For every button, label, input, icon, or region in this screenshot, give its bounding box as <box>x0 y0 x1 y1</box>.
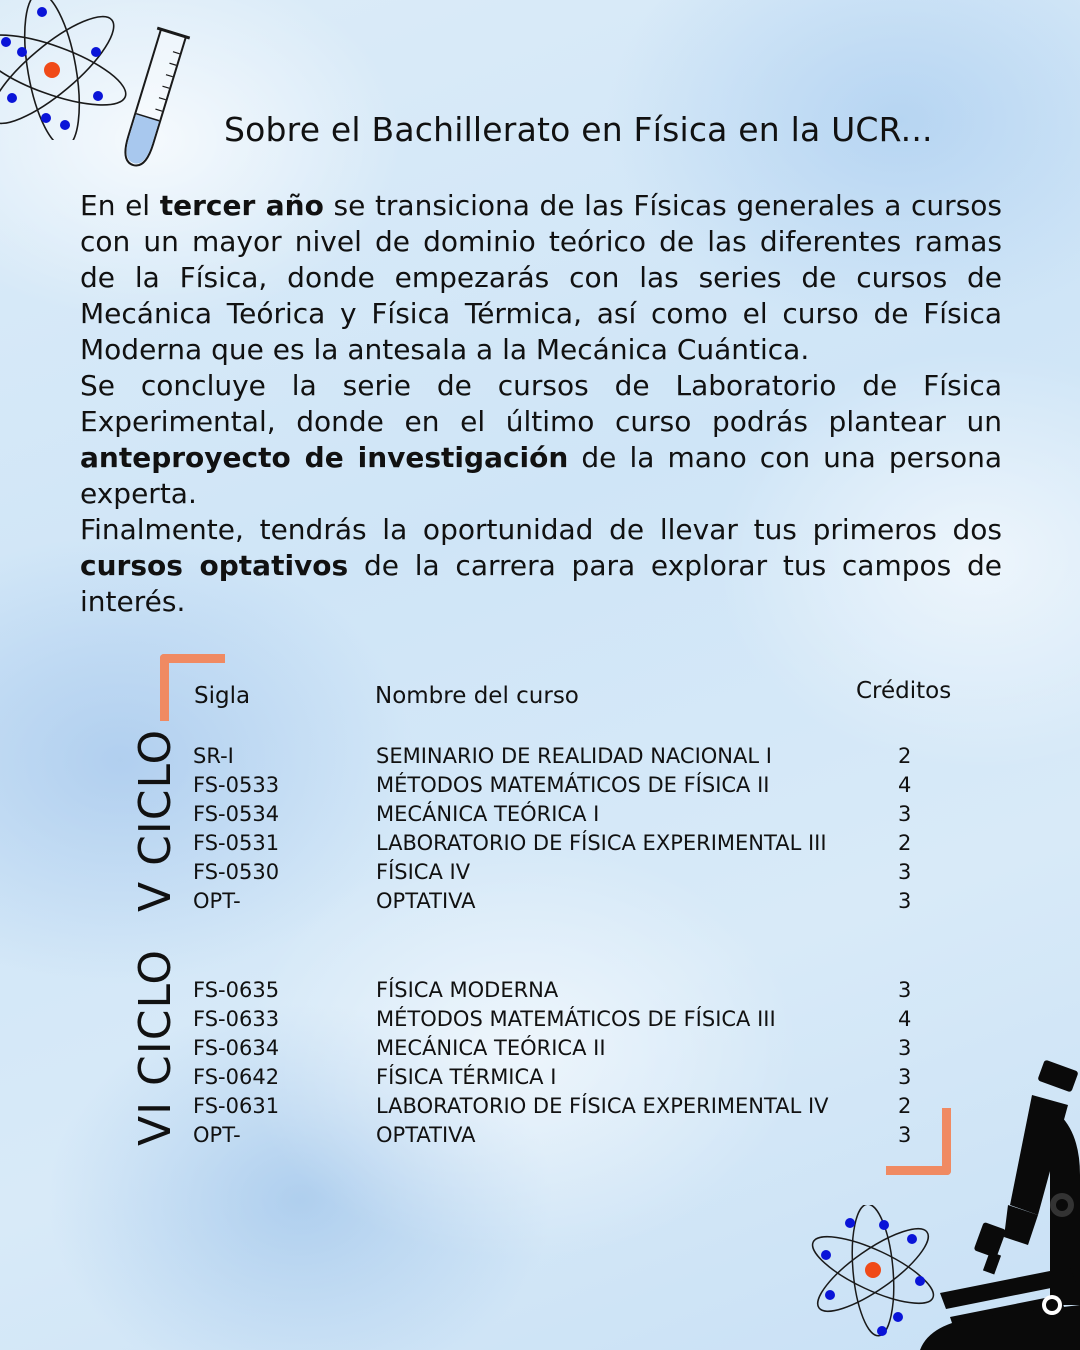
course-name: FÍSICA IV <box>376 860 471 884</box>
cycle-label-vi: VI CICLO <box>130 948 181 1146</box>
table-row <box>0 831 1080 860</box>
table-row <box>0 802 1080 831</box>
course-credits: 3 <box>898 1065 912 1089</box>
table-row <box>0 1065 1080 1094</box>
header-course-name: Nombre del curso <box>375 683 579 709</box>
intro-p2-text-b: de la mano con una persona experta. <box>80 441 1002 510</box>
course-code: OPT- <box>193 1123 241 1147</box>
page-title: Sobre el Bachillerato en Física en la UCR... <box>224 110 933 149</box>
course-code: SR-I <box>193 744 234 768</box>
table-row <box>0 860 1080 889</box>
course-name: FÍSICA TÉRMICA I <box>376 1065 557 1089</box>
table-row <box>0 1036 1080 1065</box>
course-code: FS-0530 <box>193 860 280 884</box>
table-row <box>0 978 1080 1007</box>
course-name: LABORATORIO DE FÍSICA EXPERIMENTAL III <box>376 831 827 855</box>
course-name: MÉTODOS MATEMÁTICOS DE FÍSICA III <box>376 1007 776 1031</box>
intro-paragraph-3 <box>80 512 1002 620</box>
course-name: MECÁNICA TEÓRICA I <box>376 802 600 826</box>
table-row <box>0 1094 1080 1123</box>
intro-paragraph-2 <box>80 368 1002 512</box>
table-row <box>0 1007 1080 1036</box>
course-name: OPTATIVA <box>376 1123 476 1147</box>
course-code: FS-0633 <box>193 1007 280 1031</box>
course-name: MÉTODOS MATEMÁTICOS DE FÍSICA II <box>376 773 770 797</box>
course-name: SEMINARIO DE REALIDAD NACIONAL I <box>376 744 772 768</box>
course-credits: 2 <box>898 1094 912 1118</box>
table-row <box>0 1123 1080 1152</box>
intro-p2-text-a: Se concluye la serie de cursos de Laboratorio de Física Experimental, donde en el último curso podrás plantear un <box>80 369 1002 438</box>
course-name: MECÁNICA TEÓRICA II <box>376 1036 606 1060</box>
course-code: FS-0642 <box>193 1065 280 1089</box>
table-row <box>0 773 1080 802</box>
intro-paragraph-1 <box>80 188 1002 368</box>
table-row <box>0 744 1080 773</box>
table-row <box>0 889 1080 918</box>
intro-text <box>80 188 1002 620</box>
course-code: FS-0635 <box>193 978 280 1002</box>
intro-p3-text-a: Finalmente, tendrás la oportunidad de llevar tus primeros dos <box>80 513 1002 546</box>
header-sigla: Sigla <box>194 683 251 709</box>
cycle-label-v: V CICLO <box>130 728 181 912</box>
course-credits: 3 <box>898 1036 912 1060</box>
atom-icon <box>800 1205 950 1340</box>
course-code: FS-0631 <box>193 1094 280 1118</box>
course-credits: 3 <box>898 978 912 1002</box>
course-credits: 2 <box>898 744 912 768</box>
course-code: OPT- <box>193 889 241 913</box>
course-credits: 3 <box>898 802 912 826</box>
intro-p1-text-b: se transiciona de las Físicas generales a cursos con un mayor nivel de dominio teórico de las diferentes ramas de la Física, donde empezarás con las series de cursos de Mecánica Teórica y Física Térmica, así como el curso de Física Moderna que es la antesala a la Mecánica Cuántica. <box>80 189 1002 366</box>
course-credits: 2 <box>898 831 912 855</box>
test-tube-icon <box>108 20 198 180</box>
course-credits: 3 <box>898 1123 912 1147</box>
course-code: FS-0531 <box>193 831 280 855</box>
course-credits: 3 <box>898 889 912 913</box>
course-code: FS-0533 <box>193 773 280 797</box>
intro-p3-text-b: de la carrera para explorar tus campos de interés. <box>80 549 1002 618</box>
intro-p2-bold: anteproyecto de investigación <box>80 441 569 474</box>
intro-p1-bold: tercer año <box>159 189 324 222</box>
course-name: OPTATIVA <box>376 889 476 913</box>
intro-p1-text-a: En el <box>80 189 160 222</box>
course-code: FS-0634 <box>193 1036 280 1060</box>
course-credits: 3 <box>898 860 912 884</box>
course-credits: 4 <box>898 1007 912 1031</box>
course-credits: 4 <box>898 773 912 797</box>
course-name: LABORATORIO DE FÍSICA EXPERIMENTAL IV <box>376 1094 829 1118</box>
header-credits: Créditos <box>856 678 952 704</box>
course-name: FÍSICA MODERNA <box>376 978 559 1002</box>
course-code: FS-0534 <box>193 802 280 826</box>
intro-p3-bold: cursos optativos <box>80 549 349 582</box>
